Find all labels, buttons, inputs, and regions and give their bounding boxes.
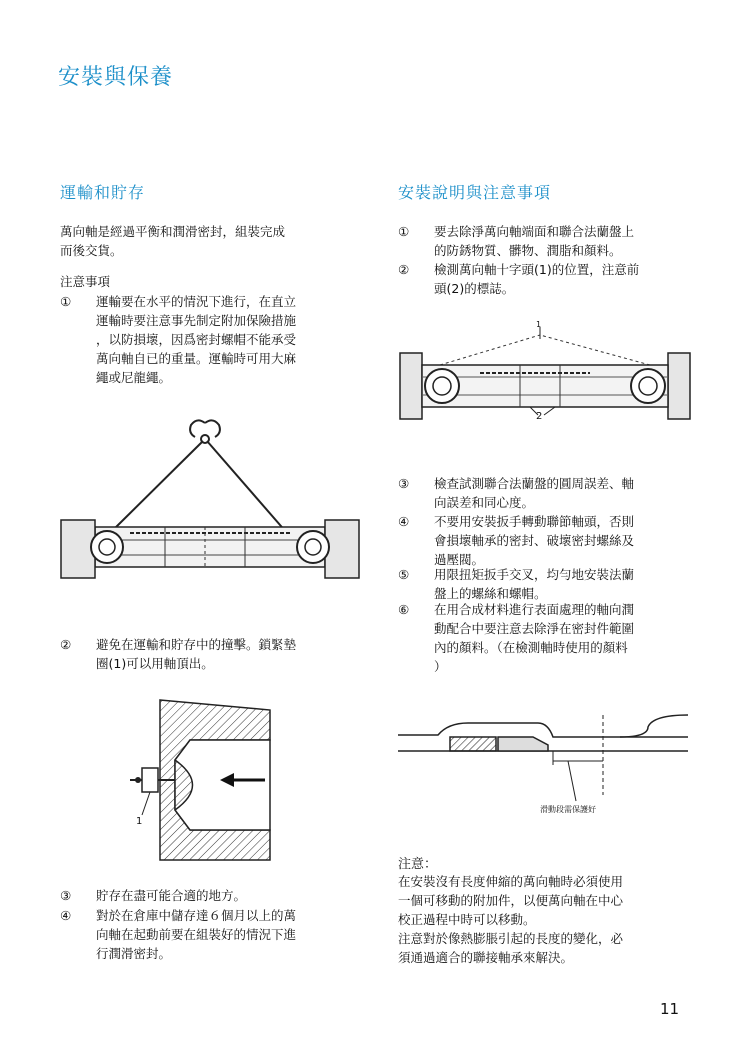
item-marker: ③ — [398, 476, 410, 491]
item-line: 用限扭矩扳手交叉，均勻地安裝法蘭 — [434, 567, 635, 582]
item-line: ，以防損壞，因爲密封螺帽不能承受 — [96, 332, 297, 347]
item-line: 運輸要在水平的情況下進行，在直立 — [96, 294, 297, 309]
item-line: 要去除淨萬向軸端面和聯合法蘭盤上 — [434, 224, 635, 239]
item-line: 向軸在起動前要在組裝好的情況下進 — [96, 927, 297, 942]
item-line: 繩或尼龍繩。 — [96, 370, 172, 385]
figure-label-1: 1 — [536, 320, 542, 329]
item-line: 檢查試測聯合法蘭盤的圓周誤差、軸 — [434, 476, 635, 491]
notice-line: 校正過程中時可以移動。 — [398, 912, 536, 927]
item-line: 貯存在盡可能合適的地方。 — [96, 888, 247, 903]
item-marker: ③ — [60, 888, 72, 903]
item-text — [434, 512, 634, 569]
item-line: 內的顏料。（在檢測軸時使用的顏料 — [434, 640, 628, 655]
item-marker: ① — [60, 294, 72, 309]
notice-line: 一個可移動的附加件，以便萬向軸在中心 — [398, 893, 624, 908]
item-text — [434, 222, 634, 260]
item-line: 的防銹物質、髒物、潤脂和顏料。 — [434, 243, 622, 258]
item-line: 檢測萬向軸十字頭(1)的位置，注意前 — [434, 262, 640, 277]
item-line: 對於在倉庫中儲存達６個月以上的萬 — [96, 908, 297, 923]
item-line: 動配合中要注意去除淨在密封件範圍 — [434, 621, 635, 636]
notice-line: 注意對於像熱膨脹引起的長度的變化，必 — [398, 931, 624, 946]
page-title: 安裝與保養 — [58, 65, 174, 90]
item-line: 運輸時要注意事先制定附加保險措施 — [96, 313, 297, 328]
lifting-shaft-illustration — [55, 415, 355, 595]
item-line: 避免在運輸和貯存中的撞擊。鎖緊墊 — [96, 637, 297, 652]
item-line: 行潤滑密封。 — [96, 946, 172, 961]
item-marker: ① — [398, 224, 410, 239]
notes-title: 注意事項 — [60, 274, 111, 289]
item-text — [96, 292, 296, 387]
notice-title: 注意： — [398, 857, 438, 872]
item-marker: ② — [60, 637, 72, 652]
item-line: 頭(2)的標誌。 — [434, 281, 515, 296]
figure-label-1: 1 — [136, 816, 143, 827]
section-heading-installation: 安裝說明與注意事項 — [398, 183, 552, 202]
item-line: 不要用安裝扳手轉動聯節軸頭，否則 — [434, 514, 635, 529]
item-marker: ⑥ — [398, 602, 410, 617]
item-text — [96, 906, 296, 963]
notice-line: 在安裝沒有長度伸縮的萬向軸時必須使用 — [398, 874, 624, 889]
item-line: 會損壞軸承的密封、破壞密封螺絲及 — [434, 533, 635, 548]
item-line: 圈(1)可以用軸頂出。 — [96, 656, 214, 671]
item-line: ） — [434, 659, 447, 674]
intro-line: 萬向軸是經過平衡和潤滑密封，組裝完成 — [60, 224, 286, 239]
notice-paragraph — [398, 872, 698, 967]
item-line: 向誤差和同心度。 — [434, 495, 535, 510]
notice-line: 須通過適合的聯接軸承來解決。 — [398, 950, 574, 965]
item-marker: ⑤ — [398, 567, 410, 582]
item-line: 過壓閥。 — [434, 552, 485, 567]
shaft-marking-illustration — [400, 320, 690, 435]
item-text — [434, 474, 634, 512]
item-marker: ② — [398, 262, 410, 277]
item-marker: ④ — [60, 908, 72, 923]
section-heading-transport: 運輸和貯存 — [60, 183, 146, 202]
item-text — [434, 600, 634, 676]
item-text — [434, 565, 634, 603]
item-line: 在用合成材料進行表面處理的軸向潤 — [434, 602, 635, 617]
intro-line: 而後交貨。 — [60, 243, 123, 258]
item-text — [96, 635, 296, 673]
item-line: 萬向軸自已的重量。運輸時可用大麻 — [96, 351, 297, 366]
intro-paragraph — [60, 222, 285, 260]
item-marker: ④ — [398, 514, 410, 529]
item-text — [96, 886, 246, 905]
page-number: 11 — [660, 1000, 680, 1018]
item-text — [434, 260, 639, 298]
figure-caption: 滑動段需保護好 — [540, 805, 596, 814]
sliding-section-illustration — [398, 715, 688, 825]
lock-washer-section-illustration — [120, 700, 300, 860]
figure-label-2: 2 — [536, 411, 543, 422]
item-line: 盤上的螺絲和螺帽。 — [434, 586, 547, 601]
